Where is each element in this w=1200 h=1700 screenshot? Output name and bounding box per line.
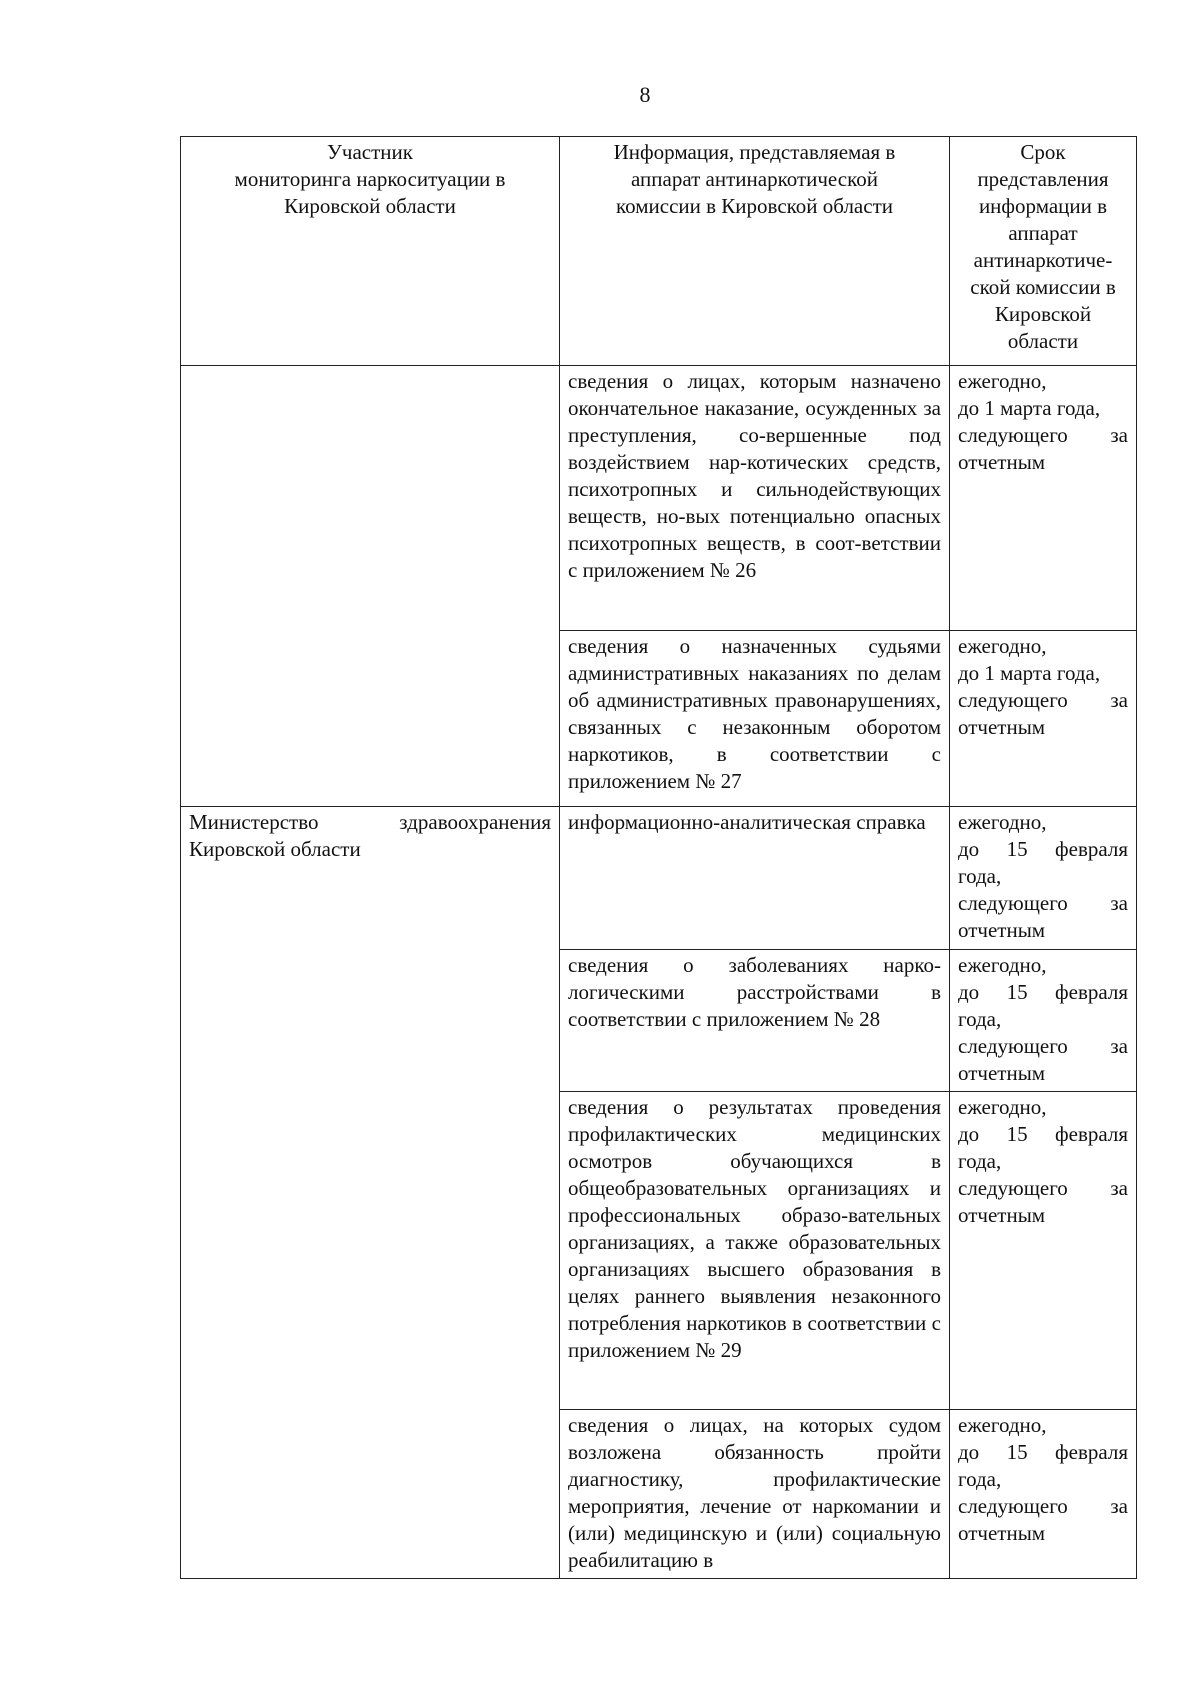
information-cell: сведения о лицах, на которых судом возложена обязанность пройти диагностику, профилактические мероприятия, лечение от наркомании и (или) медицинскую и (или) социальную реабилитацию в [560,1410,950,1579]
deadline-cell: ежегодно, до 1 марта года, следующего за отчетным [950,366,1137,631]
table-row [181,366,1137,631]
header-deadline: Срок представления информации в аппарат антинаркотиче- ской комиссии в Кировской области [950,137,1137,366]
table-header-row [181,137,1137,366]
information-cell: сведения о заболеваниях нарко-логическими расстройствами в соответствии с приложением № 28 [560,950,950,1092]
deadline-cell: ежегодно, до 15 февраля года, следующего за отчетным [950,950,1137,1092]
deadline-cell: ежегодно, до 15 февраля года, следующего за отчетным [950,1410,1137,1579]
table-row [181,807,1137,950]
information-cell: информационно-аналитическая справка [560,807,950,950]
deadline-cell: ежегодно, до 1 марта года, следующего за отчетным [950,631,1137,807]
deadline-cell: ежегодно, до 15 февраля года, следующего за отчетным [950,1092,1137,1410]
header-participant: Участник мониторинга наркоситуации в Кировской области [181,137,560,366]
monitoring-table [180,136,1137,1579]
information-cell: сведения о результатах проведения профилактических медицинских осмотров обучающихся в общеобразовательных организациях и профессиональных образо-вательных организациях, а также образовательных организациях высшего образования в целях раннего выявления незаконного потребления наркотиков в соответствии с приложением № 29 [560,1092,950,1410]
information-cell: сведения о назначенных судьями административных наказаниях по делам об административных правонарушениях, связанных с незаконным оборотом наркотиков, в соответствии с приложением № 27 [560,631,950,807]
participant-cell: Министерство здравоохранения Кировской области [181,807,560,1579]
page-number: 8 [639,82,651,107]
participant-cell [181,366,560,807]
deadline-cell: ежегодно, до 15 февраля года, следующего за отчетным [950,807,1137,950]
information-cell: сведения о лицах, которым назначено окончательное наказание, осужденных за преступления, со-вершенные под воздействием нар-котических средств, психотропных и сильнодействующих веществ, но-вых потенциально опасных психотропных веществ, в соот-ветствии с приложением № 26 [560,366,950,631]
header-information: Информация, представляемая в аппарат антинаркотической комиссии в Кировской области [560,137,950,366]
